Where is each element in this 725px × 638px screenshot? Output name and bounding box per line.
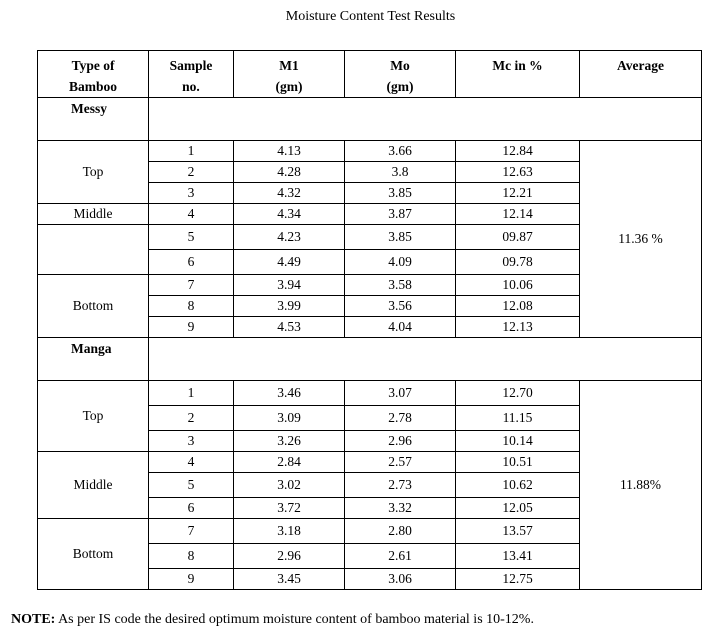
group-row-manga [38,338,702,381]
cell-mo: 3.85 [345,225,456,250]
cell-sample: 9 [149,317,234,338]
cell-sample: 4 [149,452,234,473]
cell-mc: 09.87 [456,225,580,250]
header-mc: Mc in % [456,51,580,98]
cell-m1: 3.09 [234,406,345,431]
cell-mo: 3.87 [345,204,456,225]
cell-m1: 4.34 [234,204,345,225]
cell-mc: 11.15 [456,406,580,431]
cell-m1: 3.02 [234,473,345,498]
cell-mo: 3.85 [345,183,456,204]
cell-mc: 10.06 [456,275,580,296]
average-messy: 11.36 % [580,141,702,338]
location-top: Top [38,141,149,204]
cell-mo: 4.04 [345,317,456,338]
cell-mo: 3.32 [345,498,456,519]
footnote [11,612,534,628]
cell-sample: 8 [149,296,234,317]
group-spacer [149,98,702,141]
moisture-table [37,50,702,590]
group-name-manga: Manga [38,338,149,381]
cell-mo: 2.96 [345,431,456,452]
cell-mo: 3.56 [345,296,456,317]
cell-m1: 3.18 [234,519,345,544]
cell-m1: 4.53 [234,317,345,338]
cell-sample: 1 [149,141,234,162]
cell-mc: 13.57 [456,519,580,544]
group-name-messy: Messy [38,98,149,141]
cell-sample: 6 [149,498,234,519]
header-mo: Mo (gm) [345,51,456,98]
table-row [38,141,702,162]
cell-mo: 2.57 [345,452,456,473]
cell-mc: 10.62 [456,473,580,498]
group-spacer [149,338,702,381]
cell-mc: 12.08 [456,296,580,317]
page-title: Moisture Content Test Results [285,9,456,24]
cell-mc: 10.14 [456,431,580,452]
cell-m1: 3.45 [234,569,345,590]
cell-mo: 3.58 [345,275,456,296]
note-text: As per IS code the desired optimum moisture content of bamboo material is 10-12%. [55,612,534,627]
cell-m1: 4.32 [234,183,345,204]
location-blank [38,225,149,275]
note-label: NOTE: [11,612,56,627]
header-type-of-bamboo: Type of Bamboo [38,51,149,98]
cell-m1: 4.28 [234,162,345,183]
cell-mc: 13.41 [456,544,580,569]
cell-mo: 3.66 [345,141,456,162]
cell-sample: 7 [149,519,234,544]
cell-mc: 12.14 [456,204,580,225]
group-row-messy [38,98,702,141]
cell-m1: 3.94 [234,275,345,296]
location-top: Top [38,381,149,452]
cell-mc: 12.84 [456,141,580,162]
cell-mc: 12.70 [456,381,580,406]
cell-mo: 2.73 [345,473,456,498]
cell-mo: 3.8 [345,162,456,183]
average-manga: 11.88% [580,381,702,590]
cell-sample: 4 [149,204,234,225]
cell-sample: 6 [149,250,234,275]
header-sample-no: Sample no. [149,51,234,98]
cell-mc: 10.51 [456,452,580,473]
cell-m1: 3.99 [234,296,345,317]
cell-mo: 3.06 [345,569,456,590]
cell-m1: 4.23 [234,225,345,250]
cell-mc: 12.21 [456,183,580,204]
cell-mo: 3.07 [345,381,456,406]
cell-mo: 2.78 [345,406,456,431]
cell-m1: 4.49 [234,250,345,275]
cell-sample: 8 [149,544,234,569]
cell-mc: 12.05 [456,498,580,519]
location-bottom: Bottom [38,275,149,338]
cell-mo: 2.80 [345,519,456,544]
cell-sample: 9 [149,569,234,590]
cell-sample: 5 [149,473,234,498]
cell-sample: 3 [149,183,234,204]
cell-sample: 5 [149,225,234,250]
cell-m1: 2.96 [234,544,345,569]
cell-m1: 3.26 [234,431,345,452]
cell-m1: 3.46 [234,381,345,406]
cell-sample: 7 [149,275,234,296]
header-row [38,51,702,98]
cell-mc: 09.78 [456,250,580,275]
cell-sample: 3 [149,431,234,452]
cell-mc: 12.63 [456,162,580,183]
cell-mo: 2.61 [345,544,456,569]
cell-m1: 2.84 [234,452,345,473]
cell-mo: 4.09 [345,250,456,275]
cell-m1: 3.72 [234,498,345,519]
cell-sample: 2 [149,406,234,431]
header-m1: M1 (gm) [234,51,345,98]
location-bottom: Bottom [38,519,149,590]
cell-sample: 2 [149,162,234,183]
cell-mc: 12.13 [456,317,580,338]
table-row [38,381,702,406]
cell-m1: 4.13 [234,141,345,162]
header-average: Average [580,51,702,98]
location-middle: Middle [38,204,149,225]
cell-mc: 12.75 [456,569,580,590]
cell-sample: 1 [149,381,234,406]
location-middle: Middle [38,452,149,519]
